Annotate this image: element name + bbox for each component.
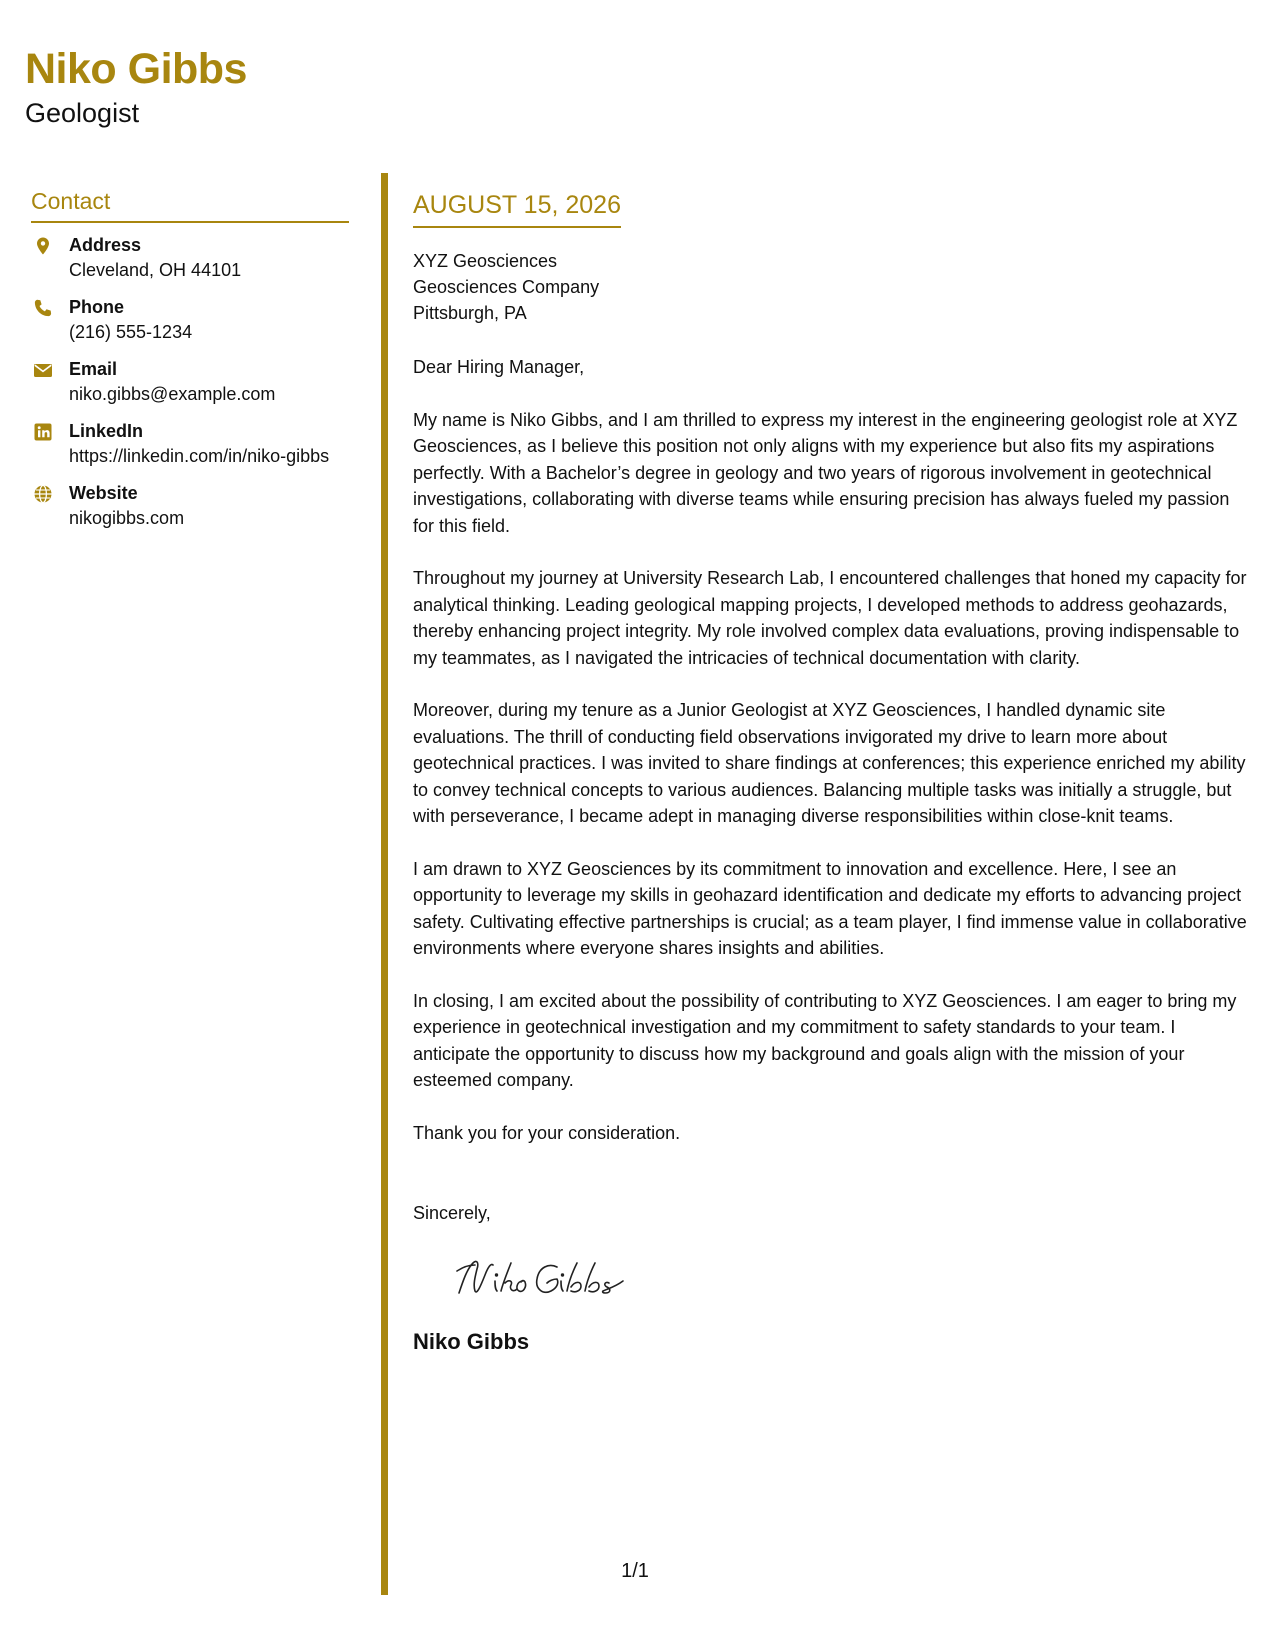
phone-value[interactable]: (216) 555-1234 <box>69 321 193 342</box>
contact-item-address <box>31 233 349 283</box>
linkedin-icon <box>33 422 53 442</box>
salutation: Dear Hiring Manager, <box>413 357 585 377</box>
contact-list <box>31 233 349 531</box>
address-value: Cleveland, OH 44101 <box>69 259 242 280</box>
signer-name: Niko Gibbs <box>413 1328 530 1354</box>
recipient-line: Pittsburgh, PA <box>413 303 527 323</box>
letter-body <box>413 190 1249 1355</box>
map-pin-icon <box>33 236 53 256</box>
job-title: Geologist <box>25 98 140 128</box>
contact-item-website <box>31 481 349 531</box>
vertical-divider <box>381 173 388 1595</box>
recipient-line: XYZ Geosciences <box>413 251 558 271</box>
website-value[interactable]: nikogibbs.com <box>69 507 185 528</box>
contact-item-email <box>31 357 349 407</box>
page-number: 1/1 <box>621 1560 649 1582</box>
recipient-line: Geosciences Company <box>413 277 600 297</box>
body-paragraph: Throughout my journey at University Research Lab, I encountered challenges that honed my capacity for analytical thinking. Leading geological mapping projects, I developed methods to address geohazards, thereby enhancing project integrity. My role involved complex data evaluations, proving indispensable to my teammates, as I navigated the intricacies of technical documentation with clarity. <box>413 568 1247 668</box>
body-paragraph: My name is Niko Gibbs, and I am thrilled to express my interest in the engineering geologist role at XYZ Geosciences, as I believe this position not only aligns with my experience but also fits my aspirations perfectly. With a Bachelor’s degree in geology and two years of rigorous involvement in geotechnical investigations, collaborating with diverse teams while ensuring precision has always fueled my passion for this field. <box>413 409 1238 536</box>
email-label: Email <box>69 358 118 379</box>
linkedin-value[interactable]: https://linkedin.com/in/niko-gibbs <box>69 445 330 466</box>
handwritten-signature <box>453 1255 643 1303</box>
website-label: Website <box>69 482 138 503</box>
contact-heading: Contact <box>31 188 349 223</box>
contact-sidebar <box>31 188 349 543</box>
contact-item-phone <box>31 295 349 345</box>
body-paragraph: I am drawn to XYZ Geosciences by its commitment to innovation and excellence. Here, I see an opportunity to leverage my skills in geohazard identification and dedicate my efforts to advancing project safety. Cultivating effective partnerships is crucial; as a team player, I find immense value in collaborative environments where everyone shares insights and abilities. <box>413 858 1247 958</box>
phone-icon <box>33 298 53 318</box>
envelope-icon <box>33 360 53 380</box>
body-paragraph: In closing, I am excited about the possibility of contributing to XYZ Geosciences. I am eager to bring my experience in geotechnical investigation and my commitment to safety standards to your team. I anticipate the opportunity to discuss how my background and goals align with the mission of your esteemed company. <box>413 990 1237 1090</box>
closing-line: Sincerely, <box>413 1203 491 1223</box>
thank-you-line: Thank you for your consideration. <box>413 1122 681 1143</box>
address-label: Address <box>69 234 142 255</box>
linkedin-label: LinkedIn <box>69 420 144 441</box>
recipient-block <box>413 248 1249 326</box>
body-paragraph: Moreover, during my tenure as a Junior Geologist at XYZ Geosciences, I handled dynamic site evaluations. The thrill of conducting field observations invigorated my drive to learn more about geotechnical practices. I was invited to share findings at conferences; this experience enriched my ability to convey technical concepts to various audiences. Balancing multiple tasks was initially a struggle, but with perseverance, I became adept in managing diverse responsibilities within close-knit teams. <box>413 700 1246 826</box>
applicant-name: Niko Gibbs <box>25 45 247 93</box>
letter-date: AUGUST 15, 2026 <box>413 190 621 228</box>
email-value[interactable]: niko.gibbs@example.com <box>69 383 276 404</box>
contact-item-linkedin <box>31 419 349 469</box>
globe-icon <box>33 484 53 504</box>
phone-label: Phone <box>69 296 125 317</box>
